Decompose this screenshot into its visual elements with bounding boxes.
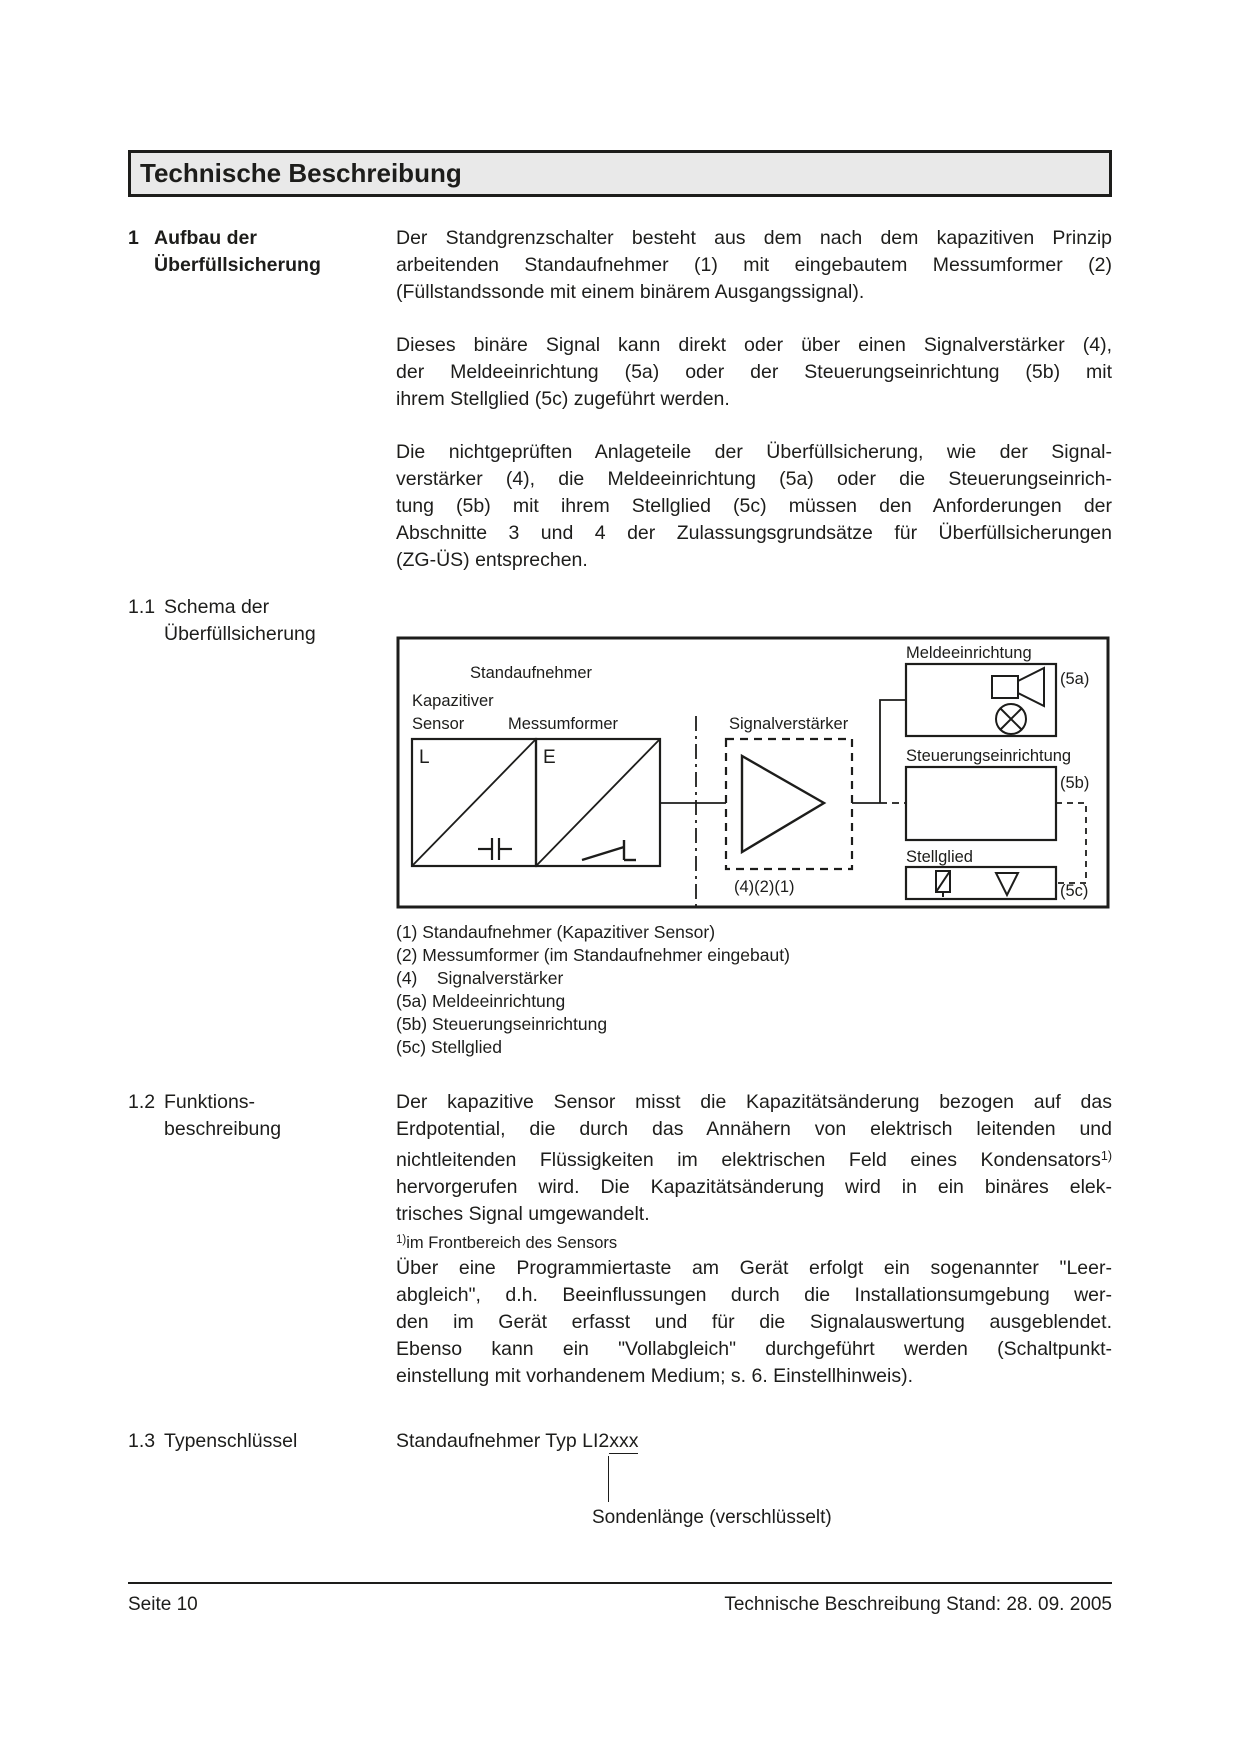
ramp-signal-icon xyxy=(582,840,636,860)
ref-5a-label: (5a) xyxy=(1060,670,1090,688)
paragraph-line: Dieses binäre Signal kann direkt oder über einen Signalverstärker (4), xyxy=(396,334,1112,356)
paragraph-line: den im Gerät erfasst und für die Signalauswertung ausgeblendet. xyxy=(396,1311,1112,1333)
section-1-2-heading xyxy=(128,1089,396,1143)
section-1-3 xyxy=(128,1428,1112,1531)
signalverstaerker-label: Signalverstärker xyxy=(729,715,849,733)
paragraph-line: einstellung mit vorhandenem Medium; s. 6. Einstellhinweis). xyxy=(396,1365,913,1387)
section-1-1 xyxy=(128,594,1112,1059)
legend-line: (1) Standaufnehmer (Kapazitiver Sensor) xyxy=(396,922,716,942)
messumformer-label: Messumformer xyxy=(508,715,619,733)
ref-421-label: (4)(2)(1) xyxy=(734,878,795,896)
type-key-annotation: Sondenlänge (verschlüsselt) xyxy=(592,1507,832,1528)
kapazitiver-label: Kapazitiver xyxy=(412,692,494,710)
funnel-valve-icon xyxy=(996,873,1018,895)
paragraph-line: der Meldeeinrichtung (5a) oder der Steuerungseinrichtung (5b) mit xyxy=(396,361,1112,383)
diagram-legend xyxy=(396,921,1112,1059)
paragraph-line: ihrem Stellglied (5c) zugeführt werden. xyxy=(396,388,730,410)
section-1-1-body xyxy=(396,594,1112,1059)
page-footer xyxy=(128,1582,1112,1616)
paragraph-line: Der kapazitive Sensor misst die Kapazitätsänderung bezogen auf das xyxy=(396,1091,1112,1113)
paragraph-line: abgleich", d.h. Beeinflussungen durch die Installationsumgebung wer- xyxy=(396,1284,1112,1306)
paragraph-line: Die nichtgeprüften Anlageteile der Überfüllsicherung, wie der Signal- xyxy=(396,441,1112,463)
melde-connector xyxy=(880,700,906,803)
page-title-box xyxy=(128,150,1112,197)
section-number: 1.3 xyxy=(128,1430,156,1452)
paragraph-line: (Füllstandssonde mit einem binärem Ausgangssignal). xyxy=(396,281,865,303)
steuerungseinrichtung-label: Steuerungseinrichtung xyxy=(906,747,1072,765)
paragraph-line: hervorgerufen wird. Die Kapazitätsänderung wird in ein binäres elek- xyxy=(396,1176,1112,1198)
paragraph-line: arbeitenden Standaufnehmer (1) mit eingebautem Messumformer (2) xyxy=(396,254,1112,276)
paragraph-line: (ZG-ÜS) entsprechen. xyxy=(396,549,588,571)
section-heading-line: Typenschlüssel xyxy=(164,1430,298,1452)
stellglied-connector-dashed xyxy=(1056,803,1086,883)
ref-5c-label: (5c) xyxy=(1060,882,1089,900)
capacitor-icon xyxy=(478,838,512,860)
footer-page-number: Seite 10 xyxy=(128,1594,198,1615)
type-key-line: Standaufnehmer Typ LI2xxx xyxy=(396,1430,639,1452)
section-heading-line: Schema der xyxy=(164,596,270,618)
section-heading-line: Überfüllsicherung xyxy=(154,254,321,276)
horn-icon xyxy=(992,668,1044,706)
paragraph-line: Der Standgrenzschalter besteht aus dem nach dem kapazitiven Prinzip xyxy=(396,227,1112,249)
section-1-3-heading xyxy=(128,1428,396,1455)
section-1-2-body xyxy=(396,1089,1112,1390)
section-1-body xyxy=(396,225,1112,574)
overfill-protection-schematic xyxy=(396,636,1110,909)
amplifier-triangle-icon xyxy=(742,756,824,852)
section-heading-line: Aufbau der xyxy=(154,227,257,249)
section-1-1-heading xyxy=(128,594,396,648)
legend-line: (5b) Steuerungseinrichtung xyxy=(396,1014,608,1034)
label-L: L xyxy=(419,747,430,768)
paragraph-line: trisches Signal umgewandelt. xyxy=(396,1203,650,1225)
section-heading-line: Überfüllsicherung xyxy=(164,623,316,645)
paragraph-line: Erdpotential, die durch das Annähern von elektrisch leitenden und xyxy=(396,1118,1112,1140)
legend-line: (5a) Meldeeinrichtung xyxy=(396,991,566,1011)
paragraph-line: nichtleitenden Flüssigkeiten im elektrischen Feld eines Kondensators$^{1)}$ xyxy=(396,1149,1112,1171)
paragraph-line: Ebenso kann ein "Vollabgleich" durchgeführt werden (Schaltpunkt- xyxy=(396,1338,1112,1360)
type-key-connector-line xyxy=(608,1456,609,1502)
stellglied-label: Stellglied xyxy=(906,848,973,866)
steuerungseinrichtung-box xyxy=(906,767,1056,840)
section-heading-line: Funktions- xyxy=(164,1091,256,1113)
standaufnehmer-label: Standaufnehmer xyxy=(470,664,593,682)
actuator-icon xyxy=(936,871,950,897)
lamp-icon xyxy=(996,704,1026,734)
ref-5b-label: (5b) xyxy=(1060,774,1090,792)
legend-line: (4) Signalverstärker xyxy=(396,968,564,988)
legend-line: (5c) Stellglied xyxy=(396,1037,503,1057)
section-1 xyxy=(128,225,1112,574)
sensor-diagonal xyxy=(412,739,536,866)
footnote-marker: 1) xyxy=(1100,1149,1112,1163)
label-E: E xyxy=(543,747,556,768)
section-1-2 xyxy=(128,1089,1112,1390)
page-title: Technische Beschreibung xyxy=(140,158,462,188)
sensor-label: Sensor xyxy=(412,715,465,733)
section-number: 1 xyxy=(128,227,139,249)
section-number: 1.1 xyxy=(128,596,156,618)
section-1-heading xyxy=(128,225,396,279)
type-code: xxx xyxy=(609,1430,639,1452)
legend-line: (2) Messumformer (im Standaufnehmer eingebaut) xyxy=(396,945,790,965)
paragraph-line: verstärker (4), die Meldeeinrichtung (5a) oder die Steuerungseinrich- xyxy=(396,468,1112,490)
section-1-3-body xyxy=(396,1428,1112,1531)
footer-doc-info: Technische Beschreibung Stand: 28. 09. 2005 xyxy=(724,1594,1112,1615)
section-heading-line: beschreibung xyxy=(164,1118,282,1140)
paragraph-line: tung (5b) mit ihrem Stellglied (5c) müssen den Anforderungen der xyxy=(396,495,1112,517)
section-number: 1.2 xyxy=(128,1091,156,1113)
stellglied-box xyxy=(906,867,1056,899)
footnote-marker: 1) xyxy=(396,1234,407,1246)
meldeeinrichtung-label: Meldeeinrichtung xyxy=(906,644,1032,662)
paragraph-line: Über eine Programmiertaste am Gerät erfolgt ein sogenannter "Leer- xyxy=(396,1257,1112,1279)
paragraph-line: Abschnitte 3 und 4 der Zulassungsgrundsätze für Überfüllsicherungen xyxy=(396,522,1112,544)
footnote-line: $^{1)}$im Frontbereich des Sensors xyxy=(396,1234,618,1252)
